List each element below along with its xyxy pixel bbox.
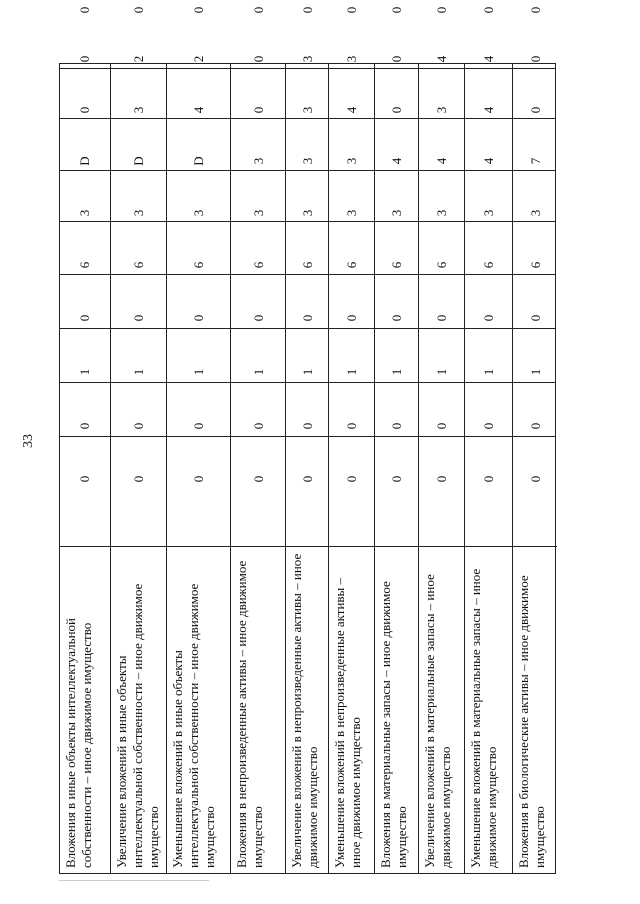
row-value: 3 [527,209,543,217]
row-value: 0 [250,55,266,63]
row-label-cell [286,546,328,873]
row-value: 0 [434,422,449,430]
row-value: 0 [344,314,359,322]
row-value: 0 [131,6,146,14]
row-value: 1 [131,368,146,376]
row-value: 0 [389,422,404,430]
row-value: 0 [481,314,496,322]
column-divider [60,382,555,383]
row-value: D [77,156,92,166]
column-divider [60,274,555,275]
row-value: 4 [481,55,496,63]
row-value: 3 [131,209,146,217]
row-value: 3 [389,209,404,217]
table-row [230,6,285,873]
row-label-cell [167,546,230,873]
row-value: 0 [77,475,92,483]
row-value: 0 [299,422,315,430]
row-value: D [191,156,206,166]
row-value: 0 [527,55,543,63]
row-label: Увеличение вложений в непроизведенные активы – иное движимое имущество [289,553,320,868]
row-label: Увеличение вложений в материальные запасы – иное движимое имущество [422,574,453,868]
row-value: 6 [344,261,359,269]
row-value: 0 [299,475,315,483]
row-value: 4 [481,106,496,114]
row-value: 1 [527,368,543,376]
row-value: D [131,156,146,166]
row-value: 0 [527,422,543,430]
table-row [166,6,230,873]
row-value: 3 [77,209,92,217]
row-value: 0 [191,6,206,14]
row-value: 1 [77,368,92,376]
row-value: 3 [299,209,315,217]
row-label-cell [465,546,512,873]
row-label-cell [419,546,464,873]
row-value: 3 [434,209,449,217]
row-value: 1 [389,368,404,376]
row-value: 0 [131,422,146,430]
row-value: 1 [299,368,315,376]
row-value: 0 [434,6,449,14]
row-value: 0 [527,106,543,114]
row-value: 1 [481,368,496,376]
row-value: 4 [481,157,496,165]
table-row [418,6,464,873]
row-value: 0 [389,55,404,63]
row-value: 1 [250,368,266,376]
row-value: 0 [191,422,206,430]
row-value: 0 [527,475,543,483]
row-label: Уменьшение вложений в иные объекты интеллектуальной собственности – иное движимое имущество [170,583,217,868]
row-label-cell [329,546,374,873]
row-value: 0 [131,475,146,483]
row-label: Уменьшение вложений в непроизведенные активы – иное движимое имущество [332,577,363,868]
row-value: 2 [191,55,206,63]
row-value: 0 [77,6,92,14]
row-value: 3 [344,55,359,63]
page-number: 33 [21,434,36,448]
row-value: 0 [77,422,92,430]
row-value: 0 [389,475,404,483]
row-value: 0 [250,422,266,430]
row-value: 0 [299,314,315,322]
row-value: 3 [344,209,359,217]
row-value: 0 [250,106,266,114]
column-divider [60,328,555,329]
row-value: 6 [250,261,266,269]
row-value: 7 [527,157,543,165]
row-value: 0 [131,314,146,322]
accounts-table [59,6,556,874]
row-label-cell [60,546,110,873]
row-value: 0 [77,55,92,63]
row-value: 2 [131,55,146,63]
table-row [464,6,512,873]
table-row [285,6,328,873]
table-row [328,6,374,873]
row-value: 4 [344,106,359,114]
row-label: Увеличение вложений в иные объекты интеллектуальной собственности – иное движимое имущество [114,583,161,868]
row-value: 0 [191,314,206,322]
row-label: Вложения в иные объекты интеллектуальной собственности – иное движимое имущество [63,617,94,868]
row-value: 6 [434,261,449,269]
row-value: 0 [77,106,92,114]
row-value: 1 [434,368,449,376]
row-label: Вложения в непроизведенные активы – иное движимое имущество [234,560,265,868]
row-value: 3 [344,157,359,165]
column-divider [60,68,555,69]
row-value: 3 [250,209,266,217]
row-value: 3 [299,55,315,63]
row-value: 0 [481,6,496,14]
table-row [374,6,418,873]
row-value: 0 [527,314,543,322]
row-value: 1 [344,368,359,376]
row-value: 4 [434,157,449,165]
row-value: 0 [527,6,543,14]
table-row [110,6,166,873]
row-value: 3 [191,209,206,217]
row-value: 3 [434,106,449,114]
row-value: 0 [344,422,359,430]
column-divider [60,170,555,171]
row-value: 0 [434,314,449,322]
row-value: 1 [191,368,206,376]
row-value: 3 [299,157,315,165]
column-divider [60,436,555,437]
row-value: 3 [131,106,146,114]
row-value: 0 [250,6,266,14]
row-value: 0 [77,314,92,322]
row-value: 6 [191,261,206,269]
row-label-cell [231,546,285,873]
row-value: 0 [389,106,404,114]
row-label-cell [375,546,418,873]
row-value: 4 [191,106,206,114]
row-value: 3 [250,157,266,165]
row-label-cell [513,546,557,873]
row-label-cell [111,546,166,873]
row-value: 0 [481,422,496,430]
row-value: 4 [434,55,449,63]
row-value: 0 [191,475,206,483]
row-value: 3 [481,209,496,217]
row-value: 0 [344,475,359,483]
row-value: 0 [344,6,359,14]
row-label: Вложения в материальные запасы – иное движимое имущество [378,581,409,868]
row-value: 0 [481,475,496,483]
row-value: 0 [250,475,266,483]
row-value: 6 [527,261,543,269]
table-row [60,6,110,873]
footer-rule [59,880,209,881]
row-value: 0 [389,314,404,322]
row-label: Уменьшение вложений в материальные запасы – иное движимое имущество [468,568,499,868]
row-value: 0 [299,6,315,14]
row-value: 4 [389,157,404,165]
row-value: 0 [389,6,404,14]
row-value: 6 [299,261,315,269]
row-value: 3 [299,106,315,114]
column-divider [60,221,555,222]
row-value: 6 [481,261,496,269]
row-value: 6 [77,261,92,269]
row-value: 0 [250,314,266,322]
row-value: 0 [434,475,449,483]
row-value: 6 [389,261,404,269]
column-divider [60,118,555,119]
row-value: 6 [131,261,146,269]
table-row [512,6,557,873]
row-label: Вложения в биологические активы – иное движимое имущество [516,575,547,868]
